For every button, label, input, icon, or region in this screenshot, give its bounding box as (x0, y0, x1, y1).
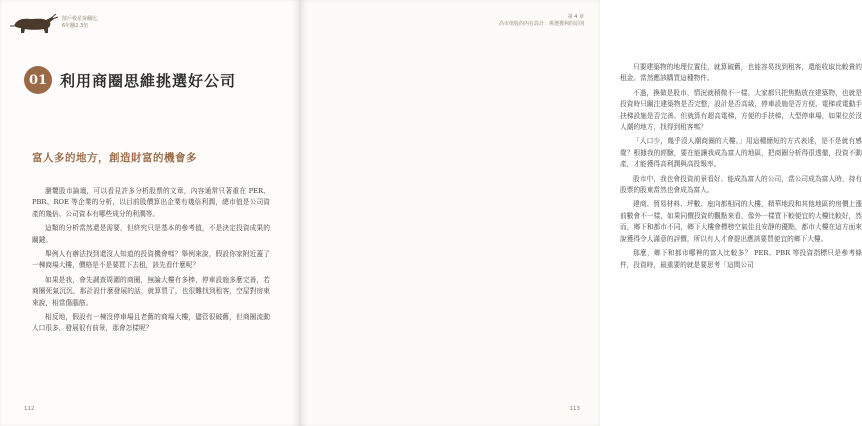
left-running-header (8, 10, 102, 36)
paragraph: 如果是我，會先調查周圍的商圈，無論大樓有多棒，停車設施多麼完善，若商圈死氣沉沉，那計設什麼發展的話，就算買了，也很難找到租客，空屋對房東來說，相當傷腦筋。 (32, 275, 270, 307)
paragraph: 「人口少，幾乎沒人潮商圈的大樓。」用這種簡短的方式表達，是不是就有感覺？根據我的經驗，要在能讓我成為富人的地區，把商圈分析得很透徹，投資不動產，才能獲得高利潤與高投報率。 (620, 137, 862, 169)
paragraph: 相反地，假設有一棟沒停車場且老舊的商場大樓，儘管很破舊，但商圈流動人口很多，發展很有前景，那會怎樣呢？ (32, 313, 270, 333)
bull-icon (8, 10, 60, 36)
left-page (0, 0, 300, 426)
paragraph: 建商、貿易材料、坪數、座向都相同的大樓，精華地段和其他地區的房價上漲前數會不一樣，如果同價投資的觀點來看，像外一樣買下較便宜的大樓比較好，然而，鄉下和都市不同，鄉下大樓會標榜空氣佳且安靜的優點，都市大樓在這方面來說獲得令人滿意的評價，所以有人才會提出應該要買便宜的鄉下大樓。 (620, 200, 862, 243)
right-page (300, 0, 862, 426)
paragraph: 這類的分析當然還是需要，但終究只是基本的參考值，不是決定投資成果的關鍵。 (32, 224, 270, 244)
series-title-line1: 散戶救星拚翻比， (62, 16, 103, 22)
chapter-subtitle: 高市值股的內在設計：挑選獲利的原則 (498, 21, 584, 27)
series-title-line2: 6年翻2.3倍 (62, 23, 89, 29)
paragraph: 不過，換做是股市，情況就稍微不一樣。大家都只把焦點放在建築物，也就是投資時只關注建築物是否完整，設計是否高級，停車設施是否方便、電梯或電動手扶梯設施是否完善。但就算有超高電梯，方便的手扶梯，大型停車場，如果位於沒人潮的地方，找得到租客嗎？ (620, 88, 862, 132)
series-title (62, 16, 102, 30)
chapter-title: 利用商圈思維挑選好公司 (60, 71, 237, 90)
right-running-header (499, 14, 584, 28)
book-gutter-shadow (292, 0, 308, 426)
paragraph: 舉例人有辦法找到還沒人知道的投資機會嗎？舉例來說，假設你家附近蓋了一棟商場大樓，價格是不是要買下去租，該先看什麼呢？ (32, 250, 270, 270)
chapter-number-badge: 01 (24, 66, 52, 94)
right-page-number: 113 (569, 406, 580, 412)
chapter-label: 第 4 章 (567, 14, 584, 20)
left-body-text (32, 186, 270, 338)
section-heading: 富人多的地方，創造財富的機會多 (32, 152, 197, 164)
paragraph: 瀏覽股市論壇，可以看見許多分析股票的文章，內容通常只著重在 PER、PBR、ROE 等企業的分析，以目前股價算出企業有幾倍利潤，總市值是公司資產的幾倍、公司資本有哪些成分的利潤等。 (32, 187, 270, 218)
paragraph: 只要建築物的地理位置佳，就算破舊，也能容易找到租客，還能收取比較貴的租金。當然應該購買這種物件。 (620, 63, 862, 83)
left-page-number: 112 (24, 406, 35, 412)
right-body-text (620, 62, 862, 274)
chapter-heading (24, 66, 236, 94)
paragraph: 那麼，鄉下和都市哪裡的富人比較多？ PER、PBR 等投資指標只是參考條件，投資時，最重要的就是要思考「這間公司 (620, 249, 862, 269)
paragraph: 股市中，我也會投資前景看好、能成為富人的公司，當公司成為富人時，持有股票的股東當然也會成為富人。 (620, 174, 862, 195)
